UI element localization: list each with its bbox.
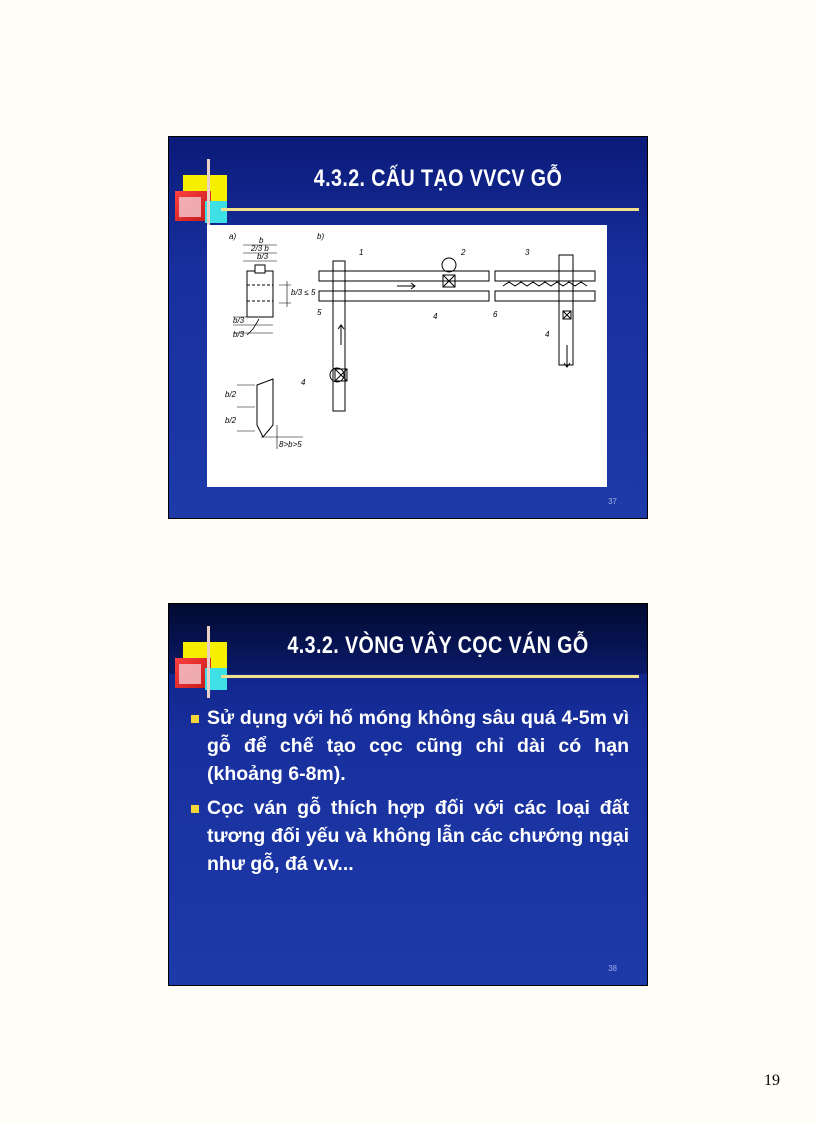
bullet-item [191, 704, 629, 788]
svg-text:3: 3 [525, 248, 530, 257]
svg-text:2/3 b: 2/3 b [251, 244, 269, 253]
svg-text:b/3 ≤ 5: b/3 ≤ 5 [291, 288, 316, 297]
vertical-guide-left [333, 261, 345, 411]
svg-text:6: 6 [493, 310, 498, 319]
svg-text:b/2: b/2 [225, 390, 237, 399]
bullet-item [191, 794, 629, 878]
bullet-square-icon [191, 805, 199, 813]
svg-text:b/3: b/3 [257, 252, 269, 261]
svg-text:a): a) [229, 232, 237, 241]
svg-text:5: 5 [317, 308, 322, 317]
slide-38 [168, 603, 648, 986]
pile-row [503, 282, 587, 286]
bullet-text: Cọc ván gỗ thích hợp đối với các loại đất tương đối yếu và không lẫn các chướng ngại như gỗ, đá v.v... [207, 797, 629, 875]
pile-profile-a-lower [257, 379, 273, 437]
pile-head-2 [442, 258, 456, 272]
bullet-square-icon [191, 715, 199, 723]
sheet-pile-drawing [207, 225, 607, 487]
svg-text:4: 4 [433, 312, 438, 321]
page-number: 19 [764, 1072, 780, 1089]
title-decoration [173, 159, 233, 231]
title-underline [221, 675, 639, 678]
slide-title: 4.3.2. VÒNG VÂY CỌC VÁN GỖ [287, 632, 589, 659]
slide-number: 38 [608, 964, 617, 973]
title-underline [221, 208, 639, 211]
svg-text:b/3: b/3 [233, 330, 245, 339]
svg-text:b/2: b/2 [225, 416, 237, 425]
svg-text:b: b [259, 236, 264, 245]
svg-text:b/3: b/3 [233, 316, 245, 325]
svg-text:1: 1 [359, 248, 364, 257]
pile-profile-a [247, 271, 273, 317]
slide-number: 37 [608, 497, 617, 506]
bullet-list [191, 704, 629, 884]
bullet-text: Sử dụng với hố móng không sâu quá 4-5m vì gỗ để chế tạo cọc cũng chỉ dài có hạn (khoảng 6-8m). [207, 707, 629, 785]
svg-text:4: 4 [545, 330, 550, 339]
svg-text:2: 2 [461, 248, 466, 257]
svg-text:8>b>5: 8>b>5 [279, 440, 302, 449]
slide-title: 4.3.2. CẤU TẠO VVCV GỖ [313, 165, 563, 192]
svg-text:b): b) [317, 232, 325, 241]
title-decoration [173, 626, 233, 698]
svg-text:4: 4 [301, 378, 306, 387]
slide-37 [168, 136, 648, 519]
sheet-pile-diagram [207, 225, 607, 487]
